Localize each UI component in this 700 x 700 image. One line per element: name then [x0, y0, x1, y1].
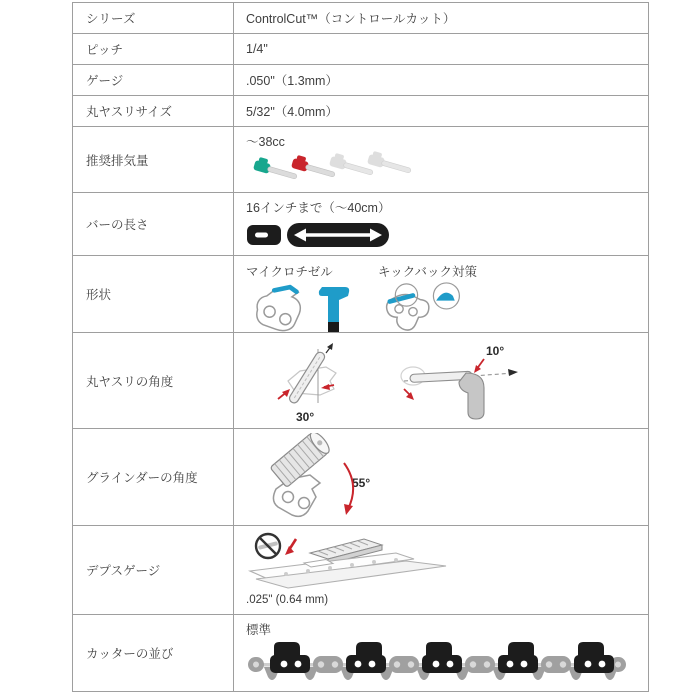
table-row — [73, 96, 648, 127]
chisel-profile-icon — [318, 286, 352, 334]
spec-table — [72, 2, 649, 692]
row-value-displacement — [234, 127, 648, 192]
table-row — [73, 127, 648, 193]
micro-chisel-label: マイクロチゼル — [246, 265, 333, 279]
row-label-file-size: 丸ヤスリサイズ — [73, 96, 234, 126]
table-row — [73, 429, 648, 526]
row-value-bar-length — [234, 193, 648, 255]
grinder-angle-icon — [246, 433, 426, 525]
row-value-shape — [234, 256, 648, 332]
micro-chisel-group — [246, 262, 352, 334]
row-label-pitch: ピッチ — [73, 34, 234, 64]
table-row — [73, 3, 648, 34]
bar-length-value: 16インチまで（～40cm） — [246, 201, 391, 215]
grinder-angle-55-label: 55° — [352, 476, 371, 490]
row-label-depth-gauge: デプスゲージ — [73, 526, 234, 614]
row-value-cutter-sequence — [234, 615, 648, 691]
chain-sequence-icon — [246, 641, 628, 691]
row-label-displacement: 推奨排気量 — [73, 127, 234, 192]
file-angle-30-label: 30° — [296, 410, 315, 424]
micro-chisel-cutter-icon — [246, 282, 308, 334]
kickback-drive-link-icon — [378, 282, 473, 334]
row-label-bar-length: バーの長さ — [73, 193, 234, 255]
file-angle-top-view-icon — [278, 343, 336, 424]
file-angle-side-view-icon — [401, 344, 518, 419]
row-label-file-angle: 丸ヤスリの角度 — [73, 333, 234, 428]
table-row — [73, 526, 648, 615]
row-label-shape: 形状 — [73, 256, 234, 332]
displacement-value: ～38cc — [246, 135, 285, 149]
row-label-series: シリーズ — [73, 3, 234, 33]
kickback-label: キックバック対策 — [378, 265, 478, 279]
row-value-file-size: 5/32"（4.0mm） — [246, 105, 338, 119]
row-value-depth-gauge — [234, 526, 648, 614]
chainsaw-displacement-icons — [246, 150, 418, 192]
guide-bar-icon — [246, 219, 396, 251]
table-row — [73, 65, 648, 96]
table-row — [73, 615, 648, 691]
kickback-group — [378, 262, 477, 334]
depth-gauge-icon — [246, 531, 476, 593]
row-value-grinder-angle — [234, 429, 648, 525]
row-value-gauge: .050"（1.3mm） — [246, 74, 338, 88]
cutter-sequence-value: 標準 — [246, 623, 272, 637]
row-label-gauge: ゲージ — [73, 65, 234, 95]
file-angle-10-label: 10° — [486, 344, 505, 358]
table-row — [73, 256, 648, 333]
file-angle-illustrations — [246, 337, 526, 425]
row-label-cutter-sequence: カッターの並び — [73, 615, 234, 691]
depth-gauge-value: .025" (0.64 mm) — [246, 594, 329, 606]
row-value-pitch: 1/4" — [246, 42, 268, 56]
row-value-file-angle — [234, 333, 648, 428]
table-row — [73, 193, 648, 256]
row-label-grinder-angle: グラインダーの角度 — [73, 429, 234, 525]
row-value-series: ControlCut™（コントロールカット） — [246, 12, 456, 26]
table-row — [73, 34, 648, 65]
table-row — [73, 333, 648, 429]
